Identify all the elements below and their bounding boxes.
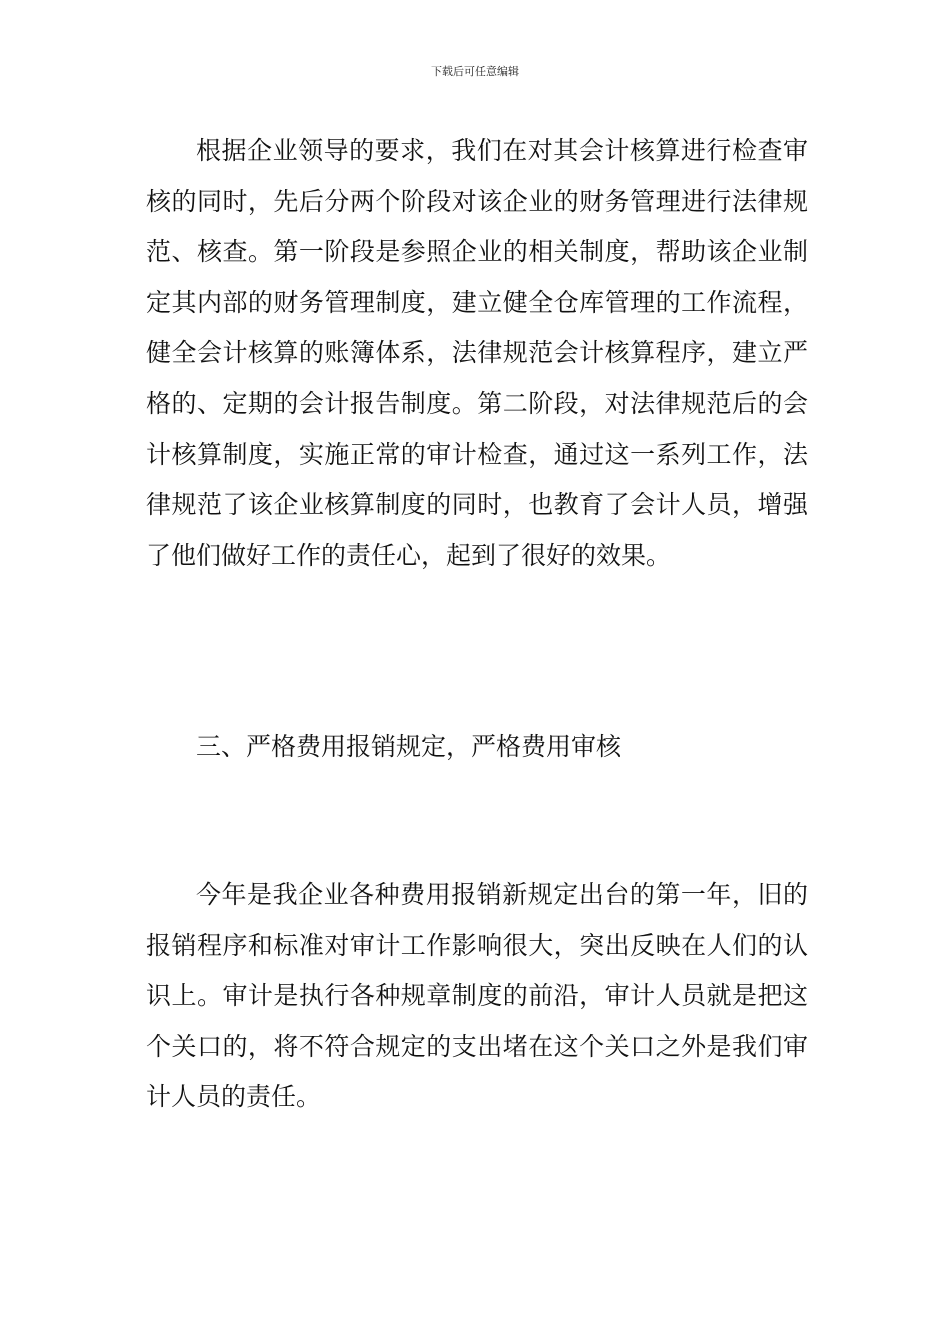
header-note: 下载后可任意编辑	[431, 65, 519, 78]
body-paragraph-1: 根据企业领导的要求，我们在对其会计核算进行检查审核的同时，先后分两个阶段对该企业的财务管理进行法律规范、核查。第一阶段是参照企业的相关制度，帮助该企业制定其内部的财务管理制度，建立健全仓库管理的工作流程，健全会计核算的账簿体系，法律规范会计核算程序，建立严格的、定期的会计报告制度。第二阶段，对法律规范后的会计核算制度，实施正常的审计检查，通过这一系列工作，法律规范了该企业核算制度的同时，也教育了会计人员，增强了他们做好工作的责任心，起到了很好的效果。	[146, 136, 808, 570]
section-heading: 三、严格费用报销规定，严格费用审核	[196, 732, 622, 761]
body-paragraph-2: 今年是我企业各种费用报销新规定出台的第一年，旧的报销程序和标准对审计工作影响很大，突出反映在人们的认识上。审计是执行各种规章制度的前沿，审计人员就是把这个关口的，将不符合规定的支出堵在这个关口之外是我们审计人员的责任。	[146, 880, 808, 1112]
